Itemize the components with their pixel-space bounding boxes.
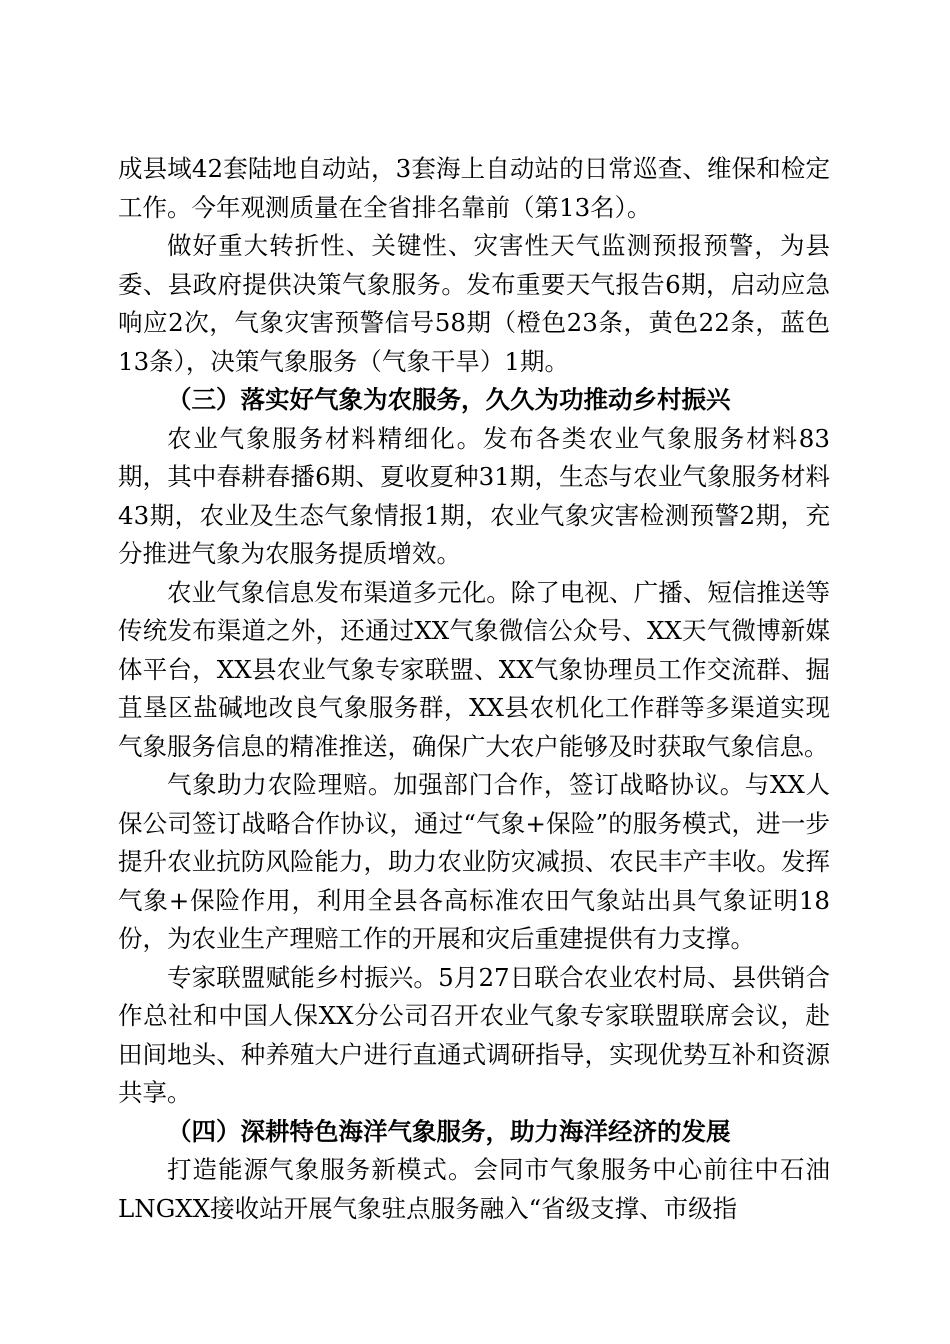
paragraph-weather-warning-service: 做好重大转折性、关键性、灾害性天气监测预报预警，为县委、县政府提供决策气象服务。发布重要天气报告6期，启动应急响应2次，气象灾害预警信号58期（橙色23条，黄色22条，蓝色13条），决策气象服务（气象干旱）1期。	[118, 231, 830, 376]
paragraph-continuation: 成县域42套陆地自动站，3套海上自动站的日常巡查、维保和检定工作。今年观测质量在全省排名靠前（第13名）。	[118, 154, 830, 222]
paragraph-energy-service: 打造能源气象服务新模式。会同市气象服务中心前往中石油LNGXX接收站开展气象驻点服务融入“省级支撑、市级指	[118, 1155, 830, 1223]
paragraph-insurance-claims: 气象助力农险理赔。加强部门合作，签订战略协议。与XX人保公司签订战略合作协议，通过“气象+保险”的服务模式，进一步提升农业抗防风险能力，助力农业防灾减损、农民丰产丰收。发挥气象+保险作用，利用全县各高标准农田气象站出具气象证明18份，为农业生产理赔工作的开展和灾后重建提供有力支撑。	[118, 770, 830, 953]
paragraph-agri-channels: 农业气象信息发布渠道多元化。除了电视、广播、短信推送等传统发布渠道之外，还通过XX气象微信公众号、XX天气微博新媒体平台，XX县农业气象专家联盟、XX气象协理员工作交流群、掘苴垦区盐碱地改良气象服务群，XX县农机化工作群等多渠道实现气象服务信息的精准推送，确保广大农户能够及时获取气象信息。	[118, 577, 830, 761]
document-body	[118, 150, 830, 1228]
section-heading-agriculture: （三）落实好气象为农服务，久久为功推动乡村振兴	[167, 385, 731, 414]
section-heading-marine: （四）深耕特色海洋气象服务，助力海洋经济的发展	[167, 1116, 731, 1146]
paragraph-agri-materials: 农业气象服务材料精细化。发布各类农业气象服务材料83期，其中春耕春播6期、夏收夏种31期，生态与农业气象服务材料43期，农业及生态气象情报1期，农业气象灾害检测预警2期，充分推进气象为农服务提质增效。	[118, 423, 830, 568]
paragraph-expert-alliance: 专家联盟赋能乡村振兴。5月27日联合农业农村局、县供销合作总社和中国人保XX分公司召开农业气象专家联盟联席会议，赴田间地头、种养殖大户进行直通式调研指导，实现优势互补和资源共享。	[118, 962, 830, 1107]
